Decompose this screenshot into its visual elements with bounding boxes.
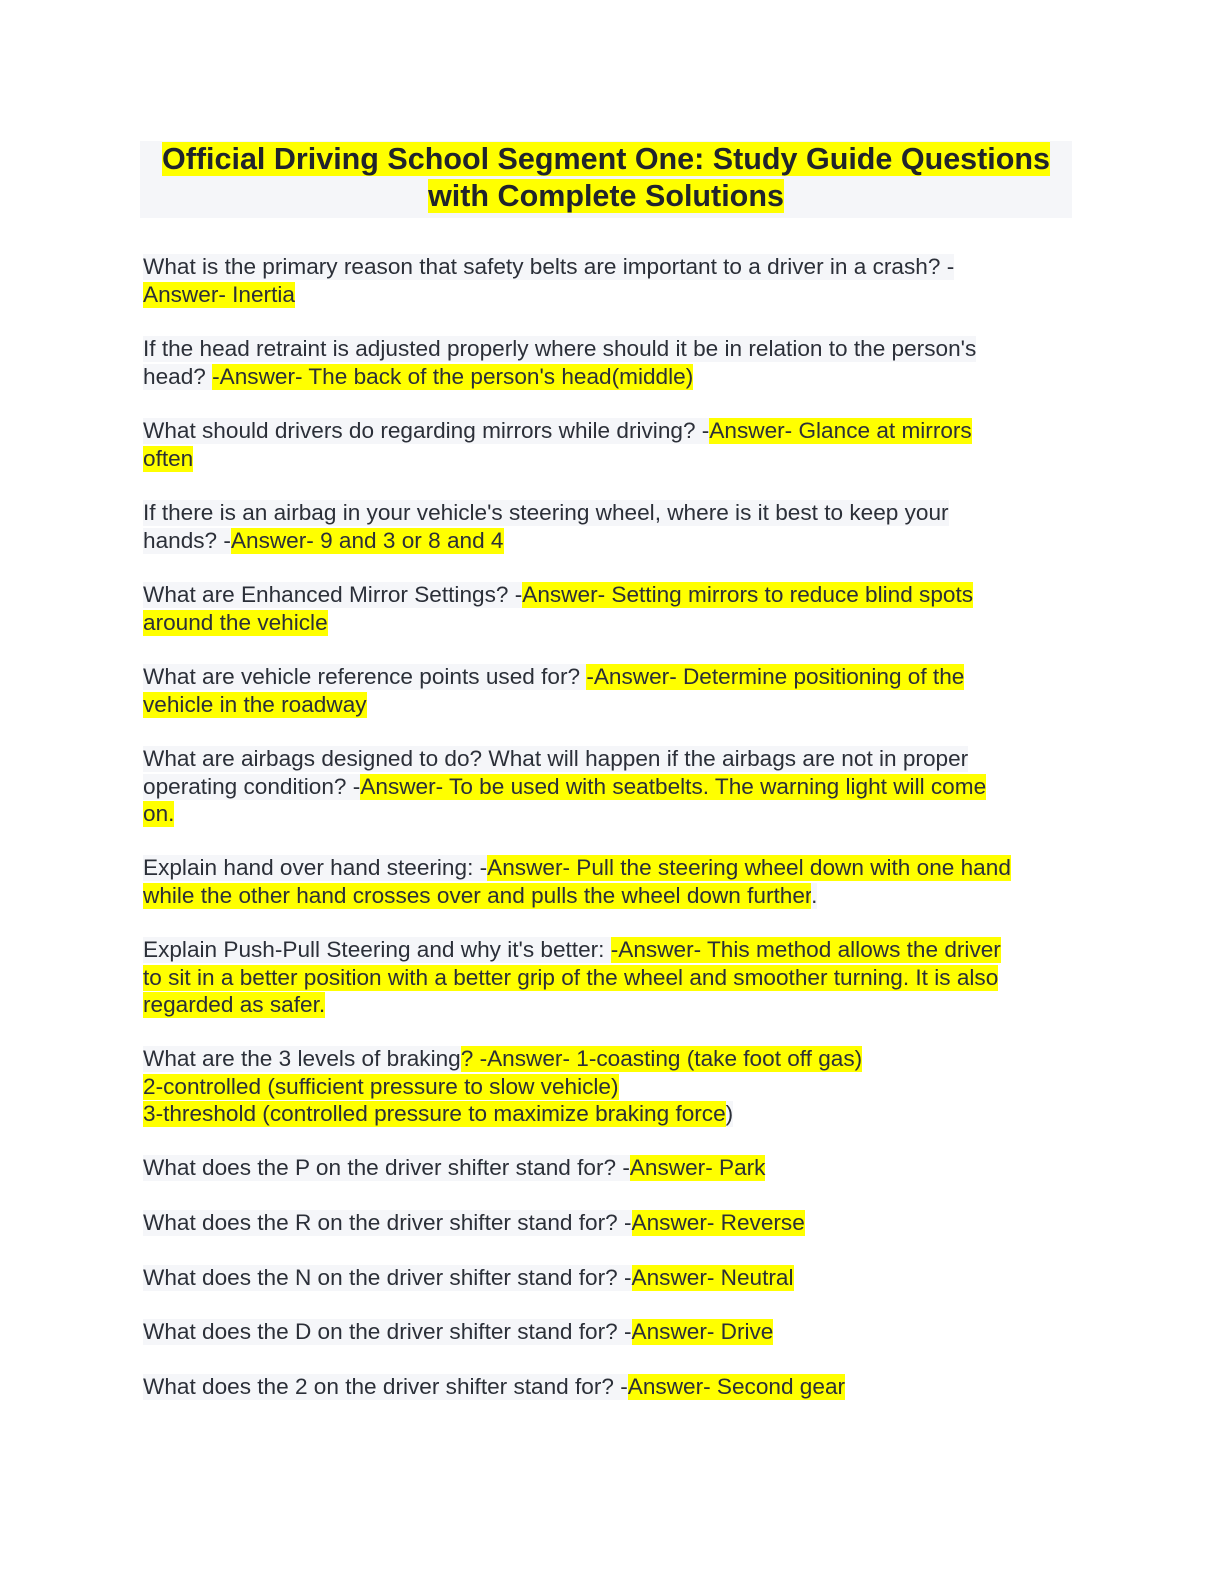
qa-line: [143, 1209, 1073, 1237]
question-text: What does the N on the driver shifter stand for? -: [143, 1265, 632, 1290]
qa-line: [143, 1318, 1073, 1346]
qa-line: [143, 1073, 1073, 1101]
answer-text: Answer- Glance at mirrors: [709, 418, 972, 443]
answer-text: Answer- 9 and 3 or 8 and 4: [230, 527, 504, 553]
trailing-text: .: [811, 882, 818, 908]
answer-text: often: [143, 445, 194, 471]
answer-text: Answer- Setting mirrors to reduce blind spots: [522, 582, 974, 607]
qa-item: [143, 854, 1073, 909]
qa-line: [143, 882, 1073, 910]
answer-text: ? -Answer- 1-coasting (take foot off gas): [460, 1046, 863, 1071]
answer-text: around the vehicle: [143, 609, 328, 635]
qa-line: [143, 363, 1073, 391]
title-line-2: with Complete Solutions: [428, 179, 784, 213]
question-text: Explain Push-Pull Steering and why it's better:: [143, 937, 611, 962]
answer-text: -Answer- Determine positioning of the: [586, 664, 965, 689]
answer-text: Answer- Second gear: [627, 1374, 846, 1399]
question-text: What does the D on the driver shifter stand for? -: [143, 1319, 632, 1344]
qa-item: [143, 1154, 1073, 1182]
answer-text: Answer- Neutral: [631, 1265, 794, 1290]
answer-text: vehicle in the roadway: [143, 691, 367, 717]
question-text: operating condition? -: [143, 773, 361, 799]
qa-line: [143, 609, 1073, 637]
qa-line: [143, 581, 1073, 609]
qa-line: [143, 800, 1073, 828]
question-text: head?: [143, 363, 213, 389]
answer-text: Answer- Park: [629, 1155, 766, 1180]
question-text: What are airbags designed to do? What will happen if the airbags are not in proper: [143, 746, 969, 771]
qa-line: [143, 417, 1073, 445]
question-text: What are Enhanced Mirror Settings? -: [143, 582, 523, 607]
answer-text: -Answer- The back of the person's head(middle): [212, 363, 694, 389]
qa-item: [143, 1373, 1073, 1401]
question-text: What should drivers do regarding mirrors while driving? -: [143, 418, 710, 443]
qa-line: [143, 936, 1073, 964]
question-text: What does the R on the driver shifter stand for? -: [143, 1210, 632, 1235]
question-text: What are the 3 levels of braking: [143, 1046, 461, 1071]
answer-text: Answer- To be used with seatbelts. The warning light will come: [360, 773, 987, 799]
question-text: If there is an airbag in your vehicle's steering wheel, where is it best to keep your: [143, 500, 949, 525]
qa-line: [143, 663, 1073, 691]
title-line-1: Official Driving School Segment One: Study Guide Questions: [162, 142, 1050, 176]
question-text: What is the primary reason that safety belts are important to a driver in a crash? -: [143, 254, 955, 279]
qa-item: [143, 745, 1073, 828]
qa-item: [143, 1318, 1073, 1346]
answer-text: while the other hand crosses over and pulls the wheel down further: [143, 882, 812, 908]
qa-item: [143, 253, 1073, 308]
qa-line: [143, 1154, 1073, 1182]
qa-item: [143, 1264, 1073, 1292]
qa-line: [143, 253, 1073, 281]
qa-line: [143, 773, 1073, 801]
qa-line: [143, 854, 1073, 882]
qa-line: [143, 1373, 1073, 1401]
qa-line: [143, 964, 1073, 992]
question-text: What does the P on the driver shifter stand for? -: [143, 1155, 630, 1180]
qa-item: [143, 936, 1073, 1019]
answer-text: -Answer- This method allows the driver: [610, 937, 1001, 962]
question-text: Explain hand over hand steering: -: [143, 855, 488, 880]
qa-line: [143, 745, 1073, 773]
qa-line: [143, 991, 1073, 1019]
trailing-text: ): [725, 1101, 734, 1126]
answer-text: 3-threshold (controlled pressure to maximize braking force: [143, 1101, 726, 1126]
qa-line: [143, 1100, 1073, 1128]
answer-text: Answer- Pull the steering wheel down with one hand: [487, 855, 1011, 880]
qa-item: [143, 499, 1073, 554]
qa-item: [143, 1045, 1073, 1128]
qa-line: [143, 527, 1073, 555]
qa-line: [143, 281, 1073, 309]
answer-text: 2-controlled (sufficient pressure to slow vehicle): [143, 1073, 619, 1099]
qa-line: [143, 1264, 1073, 1292]
answer-text: Answer- Reverse: [631, 1210, 805, 1235]
qa-line: [143, 445, 1073, 473]
qa-line: [143, 499, 1073, 527]
qa-item: [143, 417, 1073, 472]
qa-line: [143, 691, 1073, 719]
answer-text: to sit in a better position with a better grip of the wheel and smoother turning. It is also: [143, 964, 999, 990]
qa-item: [143, 335, 1073, 390]
question-text: What are vehicle reference points used for?: [143, 664, 587, 689]
answer-text: regarded as safer.: [143, 992, 326, 1017]
document-title: [140, 141, 1072, 218]
qa-item: [143, 663, 1073, 718]
qa-item: [143, 581, 1073, 636]
qa-item: [143, 1209, 1073, 1237]
answer-text: Answer- Inertia: [143, 281, 295, 307]
question-text: hands? -: [143, 527, 231, 553]
qa-line: [143, 1045, 1073, 1073]
qa-line: [143, 335, 1073, 363]
question-text: If the head retraint is adjusted properly where should it be in relation to the person's: [143, 336, 977, 361]
answer-text: on.: [143, 801, 175, 826]
answer-text: Answer- Drive: [631, 1319, 774, 1344]
question-text: What does the 2 on the driver shifter stand for? -: [143, 1374, 628, 1399]
